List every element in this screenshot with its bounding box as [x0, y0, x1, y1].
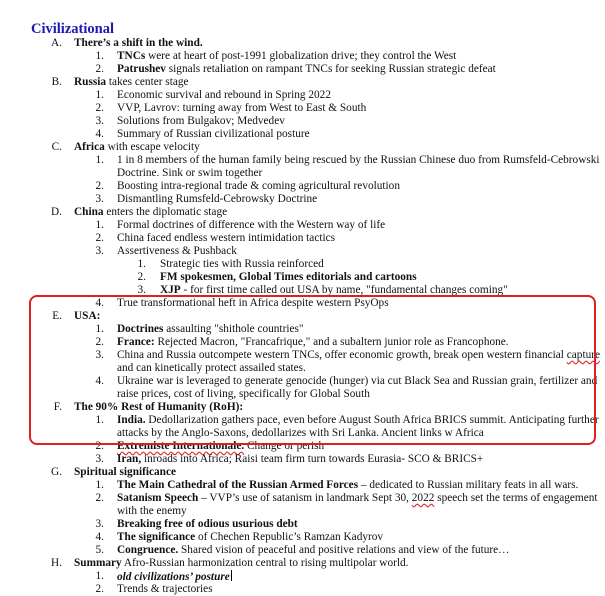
highlight-box	[29, 295, 596, 445]
page-title: Civilizational	[31, 21, 114, 37]
section-heading-e: USA:	[74, 310, 101, 322]
list-item-editing[interactable]: old civilizations’ posture	[117, 571, 230, 583]
list-item: Solutions from Bulgakov; Medvedev	[117, 115, 285, 127]
section-heading-g: Spiritual significance	[74, 466, 176, 478]
section-heading-c: Africa with escape velocity	[74, 141, 200, 153]
list-number: 3.	[95, 453, 104, 465]
list-number: 4.	[95, 297, 104, 309]
list-item: Satanism Speech – VVP’s use of satanism in landmark Sept 30, 2022 speech set the terms of engagement	[117, 492, 598, 504]
section-letter-c: C.	[51, 141, 62, 153]
section-letter-f: F.	[53, 401, 62, 413]
list-number: 4.	[95, 375, 104, 387]
list-item: Boosting intra-regional trade & coming agricultural revolution	[117, 180, 400, 192]
sublist-number: 1.	[137, 258, 146, 270]
sublist-number: 3.	[137, 284, 146, 296]
list-item: Extremiste Internationale. Change or perish	[117, 440, 325, 452]
section-letter-d: D.	[51, 206, 62, 218]
list-number: 2.	[95, 336, 104, 348]
list-number: 2.	[95, 583, 104, 595]
list-item: TNCs were at heart of post-1991 globalization drive; they control the West	[117, 50, 457, 62]
list-number: 2.	[95, 492, 104, 504]
list-item: Ukraine war is leveraged to generate genocide (hunger) via cut Black Sea and Russian grain, fertilizer and	[117, 375, 598, 387]
section-heading-h: Summary Afro-Russian harmonization central to rising multipolar world.	[74, 557, 409, 569]
list-item: VVP, Lavrov: turning away from West to East & South	[117, 102, 367, 114]
list-item: Breaking free of odious usurious debt	[117, 518, 298, 530]
sublist-item: FM spokesmen, Global Times editorials and cartoons	[160, 271, 417, 283]
list-item: True transformational heft in Africa despite western PsyOps	[117, 297, 389, 309]
list-item: Dismantling Rumsfeld-Cebrowsky Doctrine	[117, 193, 318, 205]
list-number: 1.	[95, 570, 104, 582]
list-number: 1.	[95, 323, 104, 335]
list-item-continuation: with the enemy	[117, 505, 187, 517]
list-number: 1.	[95, 414, 104, 426]
section-letter-e: E.	[52, 310, 62, 322]
list-item: Patrushev signals retaliation on rampant TNCs for seeking Russian strategic defeat	[117, 63, 496, 75]
list-item: Doctrines assaulting "shithole countries"	[117, 323, 304, 335]
section-heading-f: The 90% Rest of Humanity (RoH):	[74, 401, 244, 413]
list-number: 2.	[95, 180, 104, 192]
section-heading-d: China enters the diplomatic stage	[74, 206, 228, 218]
list-item: Economic survival and rebound in Spring 2022	[117, 89, 331, 101]
list-number: 1.	[95, 89, 104, 101]
section-letter-b: B.	[51, 76, 62, 88]
list-number: 3.	[95, 349, 104, 361]
list-item: Iran, inroads into Africa; Raisi team firm turn towards Eurasia- SCO & BRICS+	[117, 453, 484, 465]
list-number: 2.	[95, 63, 104, 75]
section-heading-b: Russia takes center stage	[74, 76, 189, 88]
list-number: 1.	[95, 154, 104, 166]
list-item-continuation: raise prices, cost of living, specifically for Global South	[117, 388, 370, 400]
section-letter-h: H.	[51, 557, 62, 569]
list-number: 3.	[95, 193, 104, 205]
list-number: 4.	[95, 531, 104, 543]
list-number: 4.	[95, 128, 104, 140]
text-cursor	[231, 570, 232, 581]
list-number: 2.	[95, 102, 104, 114]
list-number: 3.	[95, 115, 104, 127]
list-item: China faced endless western intimidation tactics	[117, 232, 336, 244]
section-heading-a: There’s a shift in the wind.	[74, 37, 203, 49]
list-number: 1.	[95, 50, 104, 62]
list-item: The significance of Chechen Republic’s Ramzan Kadyrov	[117, 531, 384, 543]
list-item: Formal doctrines of difference with the Western way of life	[117, 219, 386, 231]
list-item: France: Rejected Macron, "Francafrique," and a subaltern junior role as Francophone.	[117, 336, 509, 348]
list-number: 2.	[95, 232, 104, 244]
section-letter-g: G.	[51, 466, 62, 478]
sublist-item: Strategic ties with Russia reinforced	[160, 258, 324, 270]
list-item: The Main Cathedral of the Russian Armed Forces – dedicated to Russian military feats in all wars.	[117, 479, 579, 491]
list-item: India. Dedollarization gathers pace, even before August South Africa BRICS summit. Anticipating further	[117, 414, 599, 426]
list-item: 1 in 8 members of the human family being rescued by the Russian Chinese duo from Rumsfeld-Cebrowski	[117, 154, 600, 166]
list-number: 5.	[95, 544, 104, 556]
list-item: Congruence. Shared vision of peaceful and positive relations and view of the future…	[117, 544, 510, 556]
list-number: 1.	[95, 479, 104, 491]
list-item-continuation: and can kinetically protect assailed states.	[117, 362, 306, 374]
list-number: 2.	[95, 440, 104, 452]
list-item: Assertiveness & Pushback	[117, 245, 237, 257]
list-item: China and Russia outcompete western TNCs, offer economic growth, break open western financial capture	[117, 349, 601, 361]
list-item-continuation: attacks by the Anglo-Saxons, dedollarizes with Sri Lanka. Ancient links w Africa	[117, 427, 484, 439]
section-letter-a: A.	[51, 37, 62, 49]
sublist-number: 2.	[137, 271, 146, 283]
list-number: 1.	[95, 219, 104, 231]
list-item: Summary of Russian civilizational posture	[117, 128, 310, 140]
list-item: Trends & trajectories	[117, 583, 213, 595]
list-number: 3.	[95, 245, 104, 257]
sublist-item: XJP - for first time called out USA by name, "fundamental changes coming"	[160, 284, 508, 296]
list-number: 3.	[95, 518, 104, 530]
list-item-continuation: Doctrine. Sink or swim together	[117, 167, 263, 179]
